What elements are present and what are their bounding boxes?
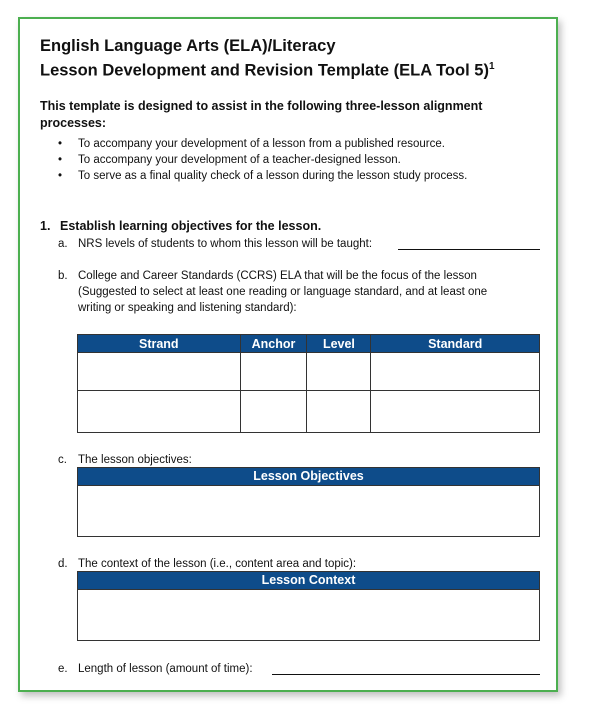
title-line-1: English Language Arts (ELA)/Literacy: [40, 37, 336, 55]
section-1-heading: [40, 219, 321, 233]
item-label: e.: [58, 663, 68, 675]
purpose-list: [58, 136, 467, 184]
item-text: Length of lesson (amount of time):: [78, 663, 253, 675]
table-cell[interactable]: [240, 353, 307, 391]
table-cell[interactable]: [78, 391, 241, 433]
table-cell[interactable]: [307, 391, 371, 433]
lesson-objectives-box: [77, 467, 540, 537]
standards-table: [77, 334, 540, 433]
table-cell[interactable]: [307, 353, 371, 391]
item-label: c.: [58, 454, 67, 466]
table-row: [78, 353, 540, 391]
lesson-context-field[interactable]: [78, 590, 539, 642]
nrs-level-entry-line[interactable]: [398, 249, 540, 250]
item-label: b.: [58, 270, 68, 282]
item-text: NRS levels of students to whom this lesson will be taught:: [78, 238, 373, 250]
title-line-2: [40, 61, 495, 81]
lesson-length-entry-line[interactable]: [272, 674, 540, 675]
list-item: • To serve as a final quality check of a lesson during the lesson study process.: [58, 170, 468, 182]
lesson-objectives-field[interactable]: [78, 486, 539, 538]
column-header-strand: Strand: [78, 335, 241, 353]
table-header-row: [78, 335, 540, 353]
lesson-objectives-header: Lesson Objectives: [78, 468, 539, 486]
column-header-level: Level: [307, 335, 371, 353]
list-item: • To accompany your development of a teacher-designed lesson.: [58, 154, 401, 166]
column-header-anchor: Anchor: [240, 335, 307, 353]
table-cell[interactable]: [240, 391, 307, 433]
column-header-standard: Standard: [371, 335, 540, 353]
item-label: a.: [58, 238, 68, 250]
lesson-context-box: [77, 571, 540, 641]
table-cell[interactable]: [371, 353, 540, 391]
table-cell[interactable]: [371, 391, 540, 433]
section-heading-text: Establish learning objectives for the lesson.: [60, 219, 322, 233]
lesson-context-header: Lesson Context: [78, 572, 539, 590]
table-cell[interactable]: [78, 353, 241, 391]
intro-text: This template is designed to assist in the following three-lesson alignment processes:: [40, 99, 483, 130]
list-item: • To accompany your development of a lesson from a published resource.: [58, 138, 445, 150]
title-footnote: 1: [488, 61, 495, 72]
title-line-2-text: Lesson Development and Revision Template (ELA Tool 5): [40, 61, 489, 80]
item-text: The lesson objectives:: [78, 454, 192, 466]
item-label: d.: [58, 558, 68, 570]
item-text-line-1: College and Career Standards (CCRS) ELA that will be the focus of the lesson: [78, 270, 477, 282]
section-number: 1.: [40, 219, 51, 233]
item-text-line-2: (Suggested to select at least one reading or language standard, and at least one: [78, 286, 488, 298]
item-text-line-3: writing or speaking and listening standard):: [78, 302, 297, 314]
table-row: [78, 391, 540, 433]
item-text: The context of the lesson (i.e., content area and topic):: [78, 558, 357, 570]
